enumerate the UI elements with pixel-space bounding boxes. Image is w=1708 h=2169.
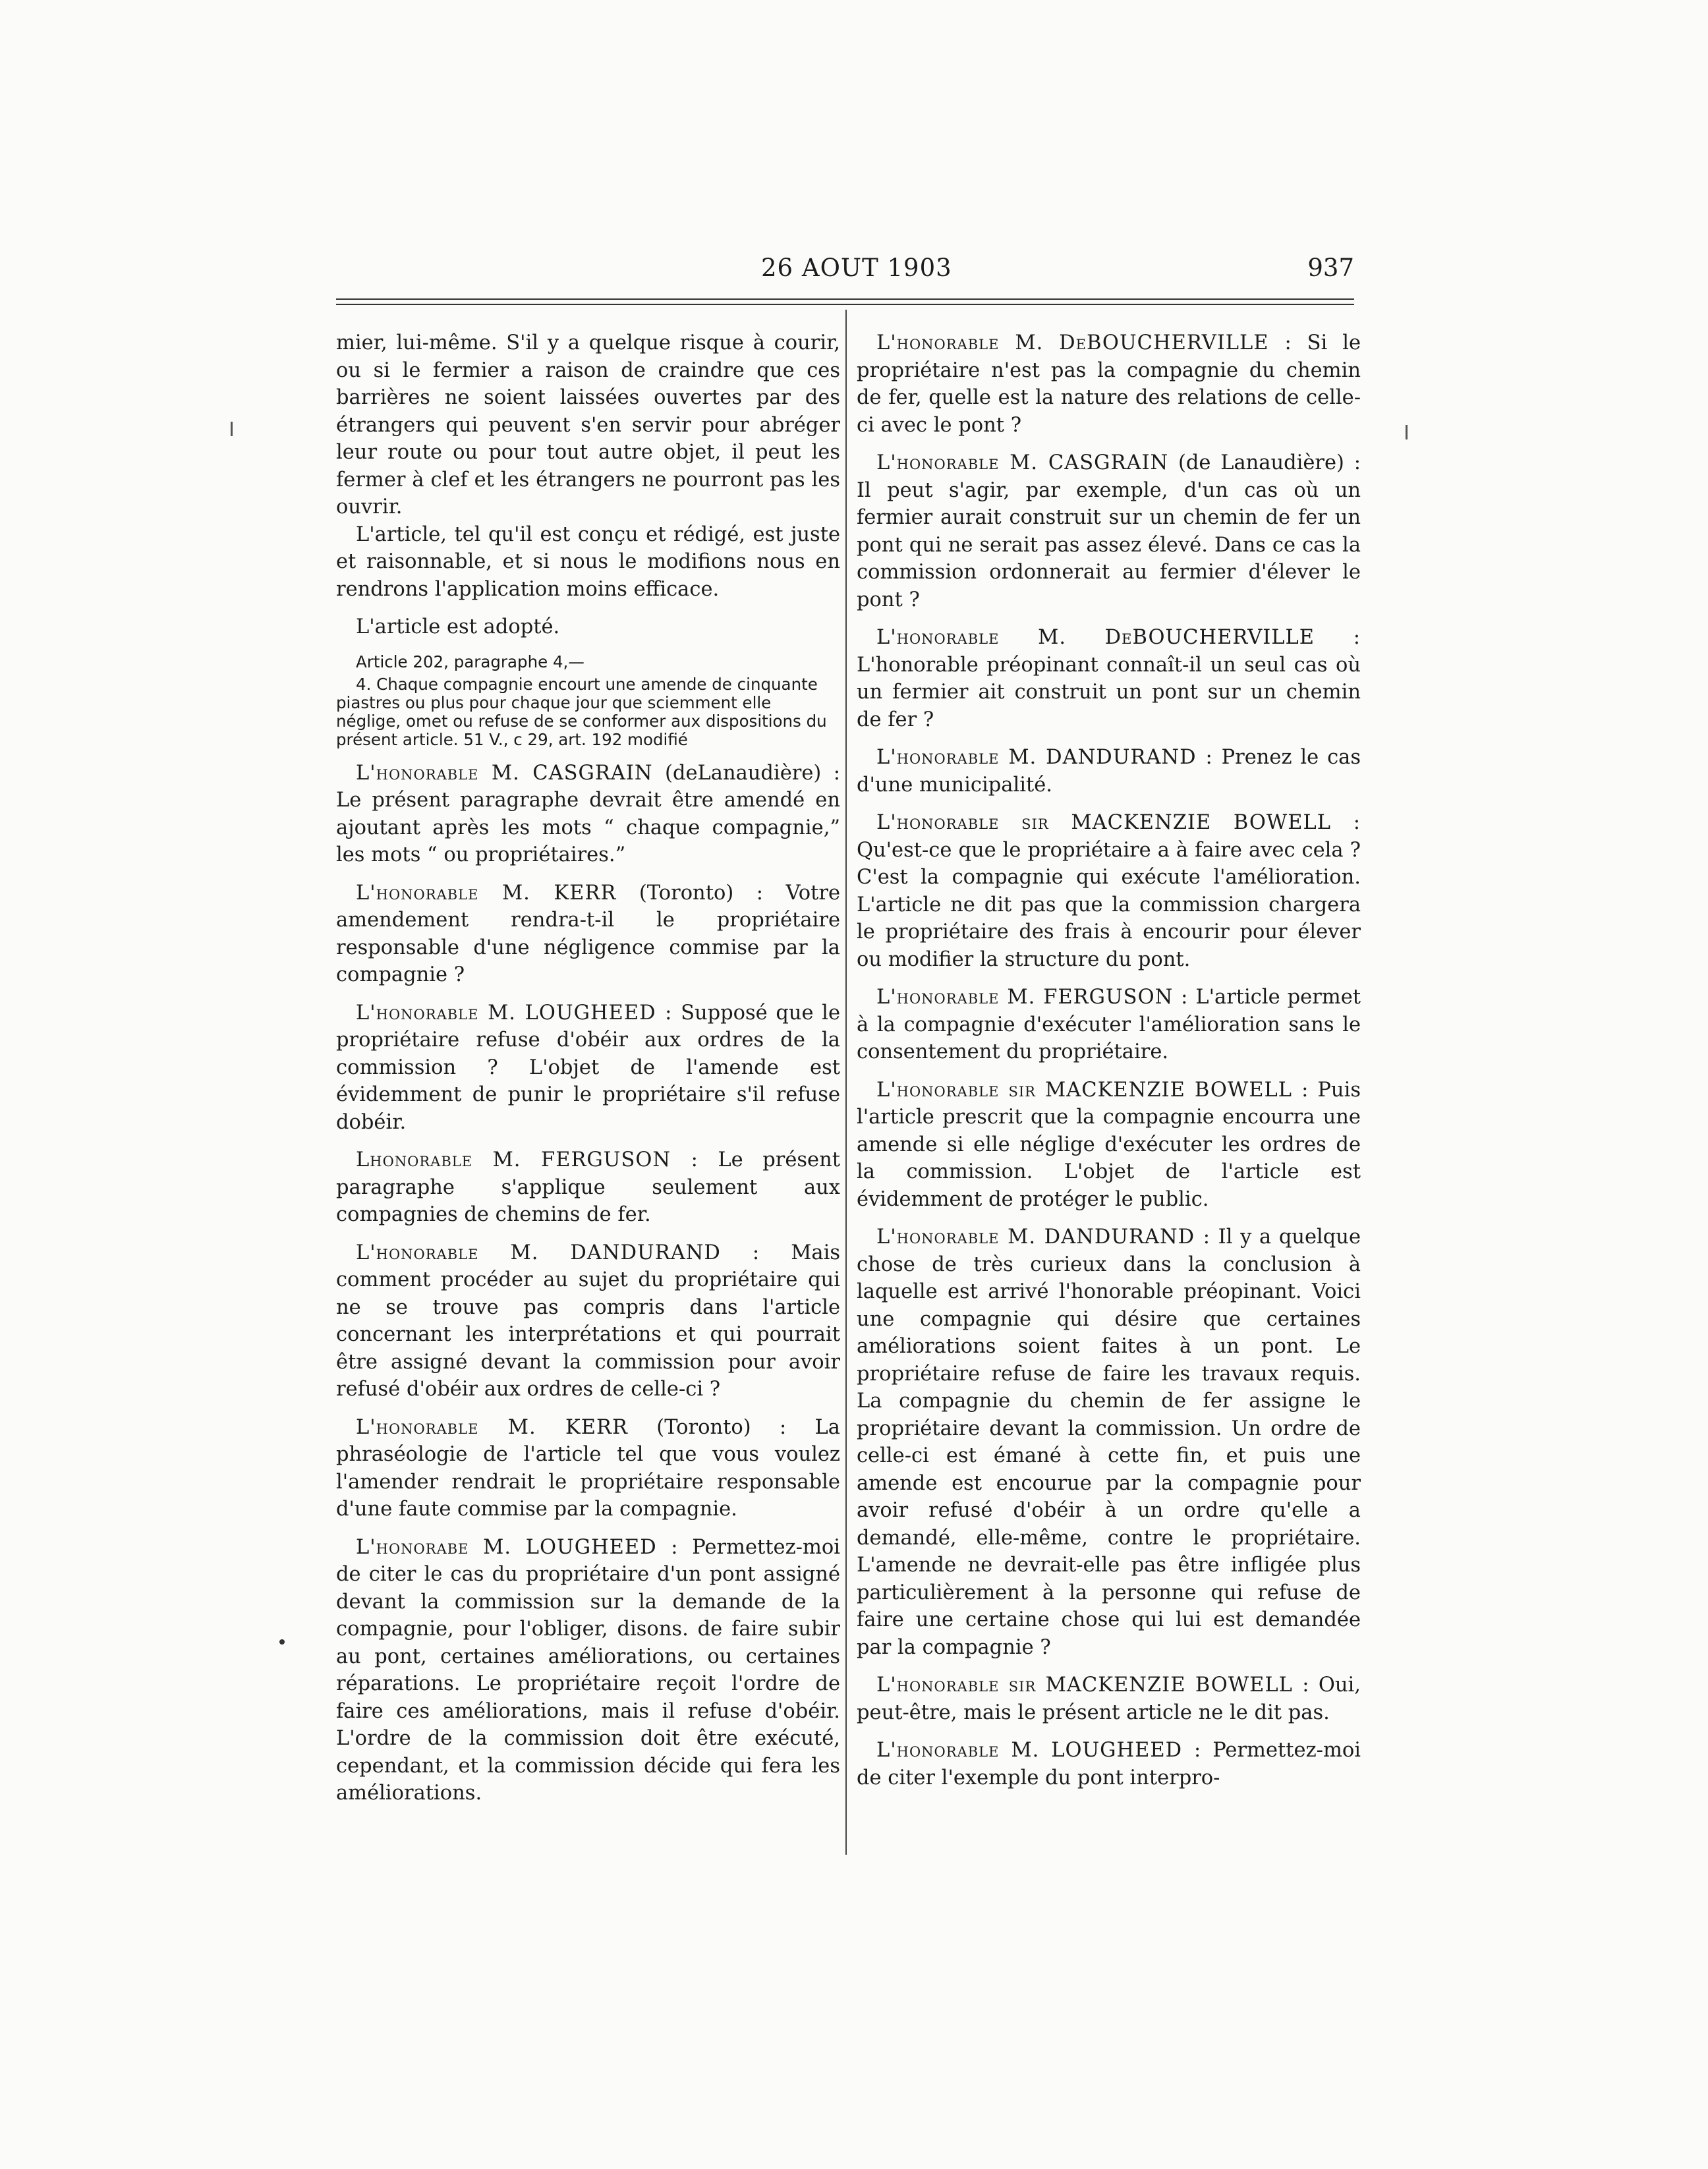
speaker-name: L'honorable M. DANDURAND : [876,1225,1211,1249]
speech [857,1224,1361,1661]
speech-text: Supposé que le propriétaire refuse d'obéir aux ordres de la commission ? L'objet de l'amende est évidemment de punir le propriétaire s'il refuse dobéir. [336,1001,840,1134]
speech-text: L'honorable préopinant connaît-il un seul cas où un fermier ait construit un pont sur un chemin de fer ? [857,653,1361,731]
article-heading: Article 202, paragraphe 4,— [356,652,584,671]
speaker-name: L'honorable sir MACKENZIE BOWELL : [876,1674,1310,1697]
speaker-name: L'honorable M. KERR [356,1415,628,1439]
speech-text: Permettez-moi de citer le cas du propriétaire d'un pont assigné devant la commission sur la demande de la compagnie, pour l'obliger, disons. de faire subir au pont, certaines améliorations, ou certaines réparations. Le propriétaire reçoit l'ordre de faire ces améliorations, mais il refuse d'obéir. L'ordre de la commission doit être exécuté, cependant, et la commission décide qui fera les améliorations. [336,1535,840,1805]
speech [336,1000,840,1137]
speech-text: (Toronto) : La phraséologie de l'article tel que vous voulez l'amender rendrait le propriétaire responsable d'une faute commise par la compagnie. [336,1415,840,1521]
speaker-name: L'honorable M. LOUGHEED : [876,1739,1202,1762]
speech [336,1414,840,1523]
speaker-name: Lhonorable M. FERGUSON : [356,1148,698,1171]
article-quote: 4. Chaque compagnie encourt une amende de cinquante piastres ou plus pour chaque jour que sciemment elle néglige, omet ou refuse de se conformer aux dispositions du présent article. 51 V., c 29, art. 192 modifié [336,674,827,749]
header-rule-top [336,298,1354,300]
scan-margin-mark [1406,425,1408,439]
right-column [857,329,1361,1791]
page-date: 26 AOUT 1903 [761,254,952,282]
speech [857,984,1361,1066]
left-column [336,329,840,1807]
speaker-name: L'honorable M. FERGUSON : [876,986,1189,1009]
speech-text: Qu'est-ce que le propriétaire a à faire avec cela ? C'est la compagnie qui exécute l'amélioration. L'article ne dit pas que la commission chargera le propriétaire des frais à encourir pour élever ou modifier la structure du pont. [857,838,1361,971]
page-number: 937 [1307,254,1354,282]
speech [336,760,840,869]
speech [857,624,1361,733]
speech [857,809,1361,973]
speech [336,1146,840,1229]
speech [336,880,840,989]
speech-text: Oui, peut-être, mais le présent article ne le dit pas. [857,1674,1361,1724]
speech-text: Le présent paragraphe s'applique seulement aux compagnies de chemins de fer. [336,1148,840,1226]
speech-text: Il y a quelque chose de très curieux dans la conclusion à laquelle est arrivé l'honorable préopinant. Voici une compagnie qui désire que certaines améliorations soient faites à un pont. Le propriétaire refuse de faire les travaux requis. La compagnie du chemin de fer assigne le propriétaire devant la commission. Un ordre de celle-ci est émané à cette fin, et puis une amende est encourue par la compagnie pour avoir refusé d'obéir à un ordre qu'elle a demandé, elle-même, contre le propriétaire. L'amende ne devrait-elle pas être infligée plus particulièrement à la personne qui refuse de faire une certaine chose qui lui est demandée par la compagnie ? [857,1225,1361,1659]
speech-text: Permettez-moi de citer l'exemple du pont interpro- [857,1739,1361,1789]
header-rule-bottom [336,304,1354,305]
speech [857,1737,1361,1791]
speaker-name: L'honorable M. CASGRAIN [876,451,1169,474]
speech-text: (Toronto) : Votre amendement rendra-t-il le propriétaire responsable d'une négligence commise par la compagnie ? [336,881,840,986]
speech-text: L'article permet à la compagnie d'exécuter l'amélioration sans le consentement du propriétaire. [857,986,1361,1063]
speaker-name: L'honorable sir MACKENZIE BOWELL : [876,811,1361,834]
speaker-name: L'honorable M. LOUGHEED : [356,1001,673,1025]
speaker-name: L'honorable M. KERR [356,881,617,905]
speech-text: Si le propriétaire n'est pas la compagnie du chemin de fer, quelle est la nature des relations de celle-ci avec le pont ? [857,331,1361,437]
speech [857,1077,1361,1214]
speech [857,329,1361,439]
speech-text: (deLanaudière) : Le présent paragraphe devrait être amendé en ajoutant après les mots “ chaque compagnie,” les mots “ ou propriétaires.” [336,761,841,866]
paragraph: mier, lui-même. S'il y a quelque risque à courir, ou si le fermier a raison de craindre que ces barrières ne soient laissées ouvertes par des étrangers qui peuvent s'en servir pour abréger leur route ou pour tout autre objet, il peut les fermer à clef et les étrangers ne pourront pas les ouvrir. [336,331,840,519]
speech-text: Mais comment procéder au sujet du propriétaire qui ne se trouve pas compris dans l'article concernant les interprétations et qui pourrait être assigné devant la commission pour avoir refusé d'obéir aux ordres de celle-ci ? [336,1241,841,1401]
speaker-name: L'honorable M. DeBOUCHERVILLE : [876,626,1361,649]
speaker-name: L'honorable M. CASGRAIN [356,761,653,785]
speech [336,1239,840,1403]
speaker-name: L'honorable M. DeBOUCHERVILLE : [876,331,1292,354]
speech [857,1672,1361,1726]
column-divider [845,310,847,1855]
paragraph: L'article est adopté. [356,615,560,638]
scan-speck [279,1639,285,1645]
speech-text: (de Lanaudière) : Il peut s'agir, par exemple, d'un cas où un fermier aurait construit sur un chemin de fer un pont qui ne serait pas assez élevé. Dans ce cas la commission ordonnerait au fermier d'élever le pont ? [857,451,1361,611]
speaker-name: L'honorabe M. LOUGHEED : [356,1535,679,1559]
speech-text: Puis l'article prescrit que la compagnie encourra une amende si elle néglige d'exécuter les ordres de la commission. L'objet de l'article est évidemment de protéger le public. [857,1078,1361,1211]
speaker-name: L'honorable M. DANDURAND : [356,1241,760,1264]
speech [857,744,1361,799]
speaker-name: L'honorable sir MACKENZIE BOWELL : [876,1078,1309,1102]
scan-margin-mark [231,422,233,436]
speech [857,449,1361,613]
speech [336,1534,840,1807]
page-header [336,254,1354,287]
speaker-name: L'honorable M. DANDURAND : [876,746,1213,769]
paragraph: L'article, tel qu'il est conçu et rédigé, est juste et raisonnable, et si nous le modifions nous en rendrons l'application moins efficace. [336,522,840,601]
speech-text: Prenez le cas d'une municipalité. [857,746,1361,797]
